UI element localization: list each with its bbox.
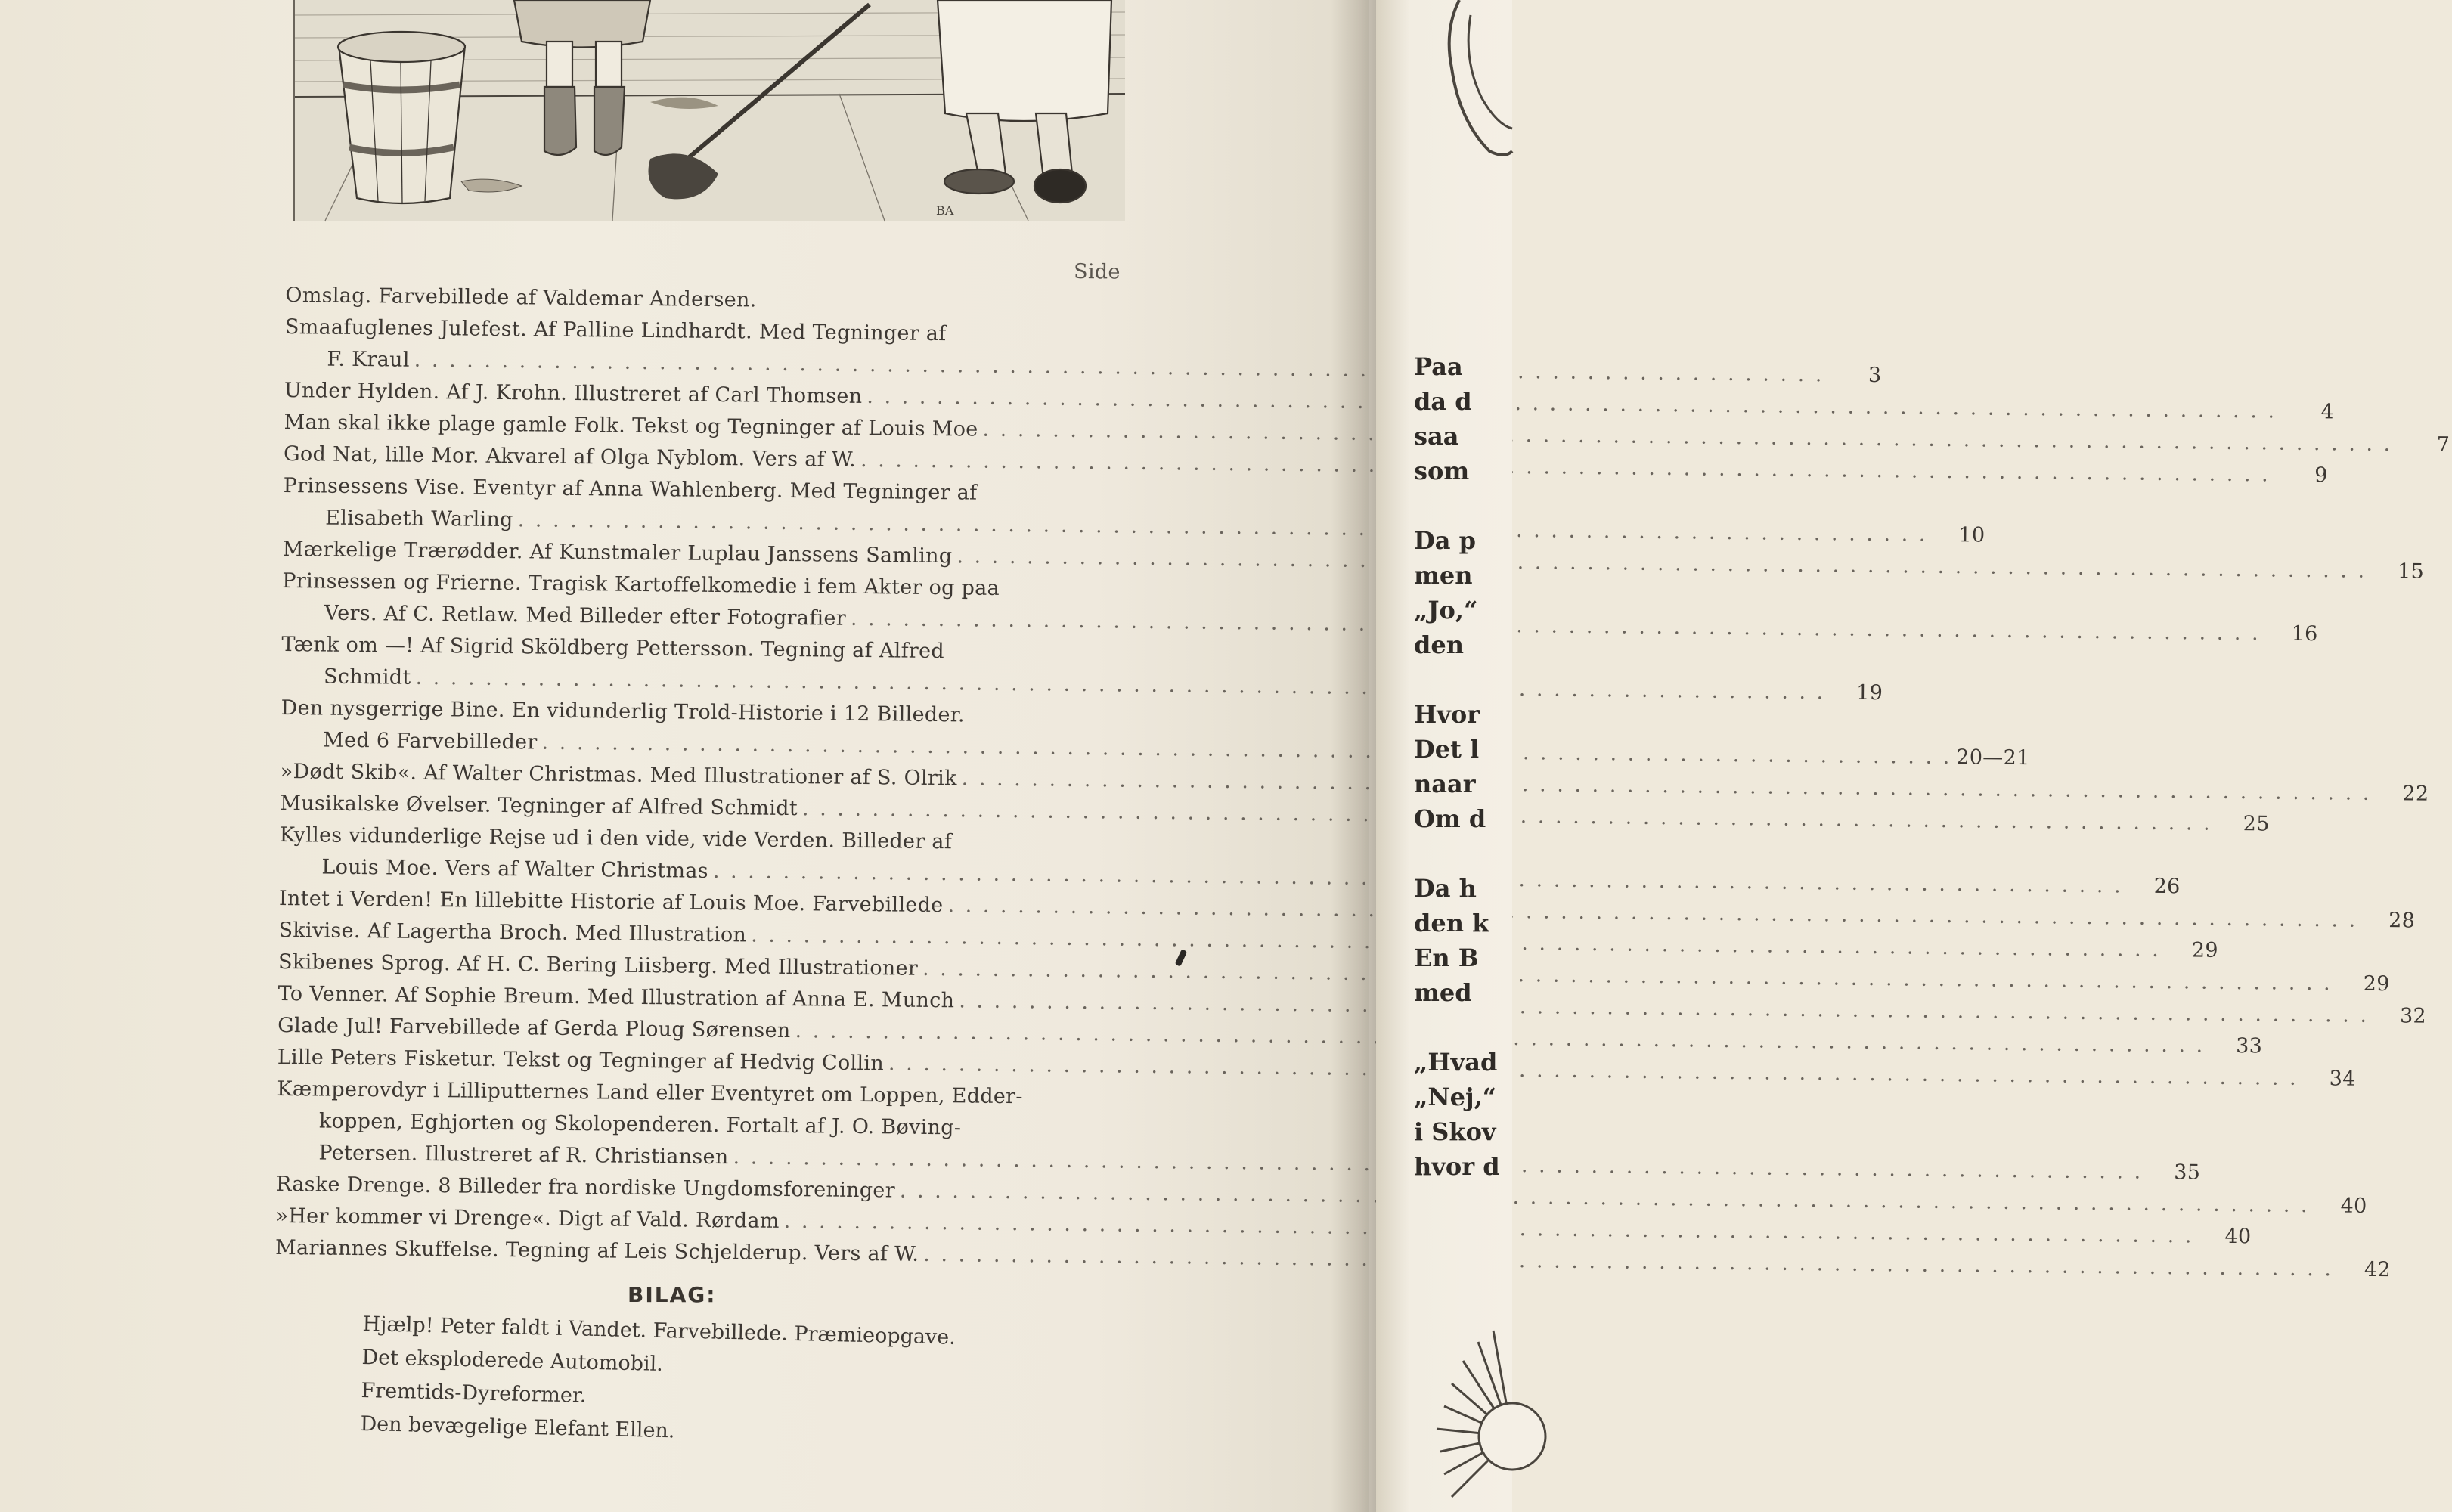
toc-page-number: 32 bbox=[2399, 1004, 2427, 1028]
toc-page-number: 28 bbox=[2388, 909, 2416, 933]
bilag-item: Den bevægelige Elefant Ellen. bbox=[360, 1411, 675, 1443]
toc-entry-text: Lille Peters Fisketur. Tekst og Tegninger af Hedvig Collin bbox=[277, 1045, 885, 1076]
toc-entry-text: Mærkelige Trærødder. Af Kunstmaler Luplau Janssens Samling bbox=[282, 537, 953, 569]
toc-entry-text: God Nat, lille Mor. Akvarel af Olga Nyblom. Vers af W. bbox=[283, 442, 857, 472]
right-page-paragraph bbox=[1414, 697, 1500, 836]
right-page-line: i Skov bbox=[1414, 1117, 1496, 1146]
toc-entry-text: Man skal ikke plage gamle Folk. Tekst og Tegninger af Louis Moe bbox=[284, 410, 978, 442]
right-page-line: Da h bbox=[1414, 874, 1477, 903]
right-page-line: som bbox=[1414, 457, 1470, 485]
toc-page-number: 26 bbox=[2153, 874, 2181, 899]
toc-entry-text: Skivise. Af Lagertha Broch. Med Illustration bbox=[278, 918, 747, 947]
toc-entry-text: To Venner. Af Sophie Breum. Med Illustration af Anna E. Munch bbox=[277, 981, 955, 1013]
toc-entry-text: »Her kommer vi Drenge«. Digt af Vald. Rørdam bbox=[275, 1204, 780, 1233]
right-page-paragraph bbox=[1414, 523, 1500, 662]
toc-entry-text: Raske Drenge. 8 Billeder fra nordiske Ungdomsforeninger bbox=[275, 1172, 896, 1203]
toc-page-number: 40 bbox=[2224, 1224, 2252, 1249]
toc-page-number: 9 bbox=[2314, 463, 2328, 488]
toc-page-number: 29 bbox=[2191, 938, 2219, 962]
right-page-line: Paa bbox=[1414, 352, 1463, 381]
toc-entry-text: Prinsessen og Frierne. Tragisk Kartoffelkomedie i fem Akter og paa bbox=[282, 569, 1000, 600]
toc-entry-text: Louis Moe. Vers af Walter Christmas bbox=[321, 855, 709, 883]
toc-entry-text: Tænk om —! Af Sigrid Sköldberg Pettersson. Tegning af Alfred bbox=[281, 632, 945, 664]
toc-entry-text: Elisabeth Warling bbox=[325, 506, 513, 532]
toc-page-number: 15 bbox=[2397, 559, 2425, 584]
toc-page-number: 33 bbox=[2236, 1034, 2263, 1058]
toc-entry-text: Skibenes Sprog. Af H. C. Bering Liisberg. Med Illustrationer bbox=[277, 950, 919, 981]
right-page-line: med bbox=[1414, 978, 1472, 1007]
toc-entry-text: Petersen. Illustreret af R. Christiansen bbox=[318, 1141, 729, 1170]
right-page-line: da d bbox=[1414, 387, 1472, 416]
svg-text:BA: BA bbox=[936, 203, 954, 218]
toc-entry-text: Smaafuglenes Julefest. Af Palline Lindhardt. Med Tegninger af bbox=[284, 314, 947, 346]
right-page-line: „Jo,“ bbox=[1414, 596, 1478, 624]
right-page-line: men bbox=[1414, 561, 1473, 590]
toc-entry-text: Schmidt bbox=[323, 665, 411, 689]
toc-entry-text: Omslag. Farvebillede af Valdemar Andersen. bbox=[285, 283, 757, 312]
toc-page-number: 40 bbox=[2340, 1194, 2367, 1218]
toc-entry-text: Med 6 Farvebilleder bbox=[323, 728, 538, 754]
right-page-line: naar bbox=[1414, 770, 1476, 798]
toc-page-number: 22 bbox=[2402, 782, 2429, 806]
toc-entry-text: Intet i Verden! En lillebitte Historie af Louis Moe. Farvebillede bbox=[278, 886, 944, 918]
toc-entry-text: koppen, Eghjorten og Skolopenderen. Fortalt af J. O. Bøving- bbox=[318, 1109, 962, 1140]
toc-page-number: 25 bbox=[2243, 812, 2270, 836]
bilag-item: Fremtids-Dyreformer. bbox=[361, 1378, 587, 1408]
right-page-line: saa bbox=[1414, 422, 1459, 451]
toc-page-number: 7 bbox=[2436, 432, 2450, 457]
right-page-paragraph bbox=[1414, 1045, 1500, 1184]
toc-page-number: 42 bbox=[2364, 1257, 2392, 1282]
toc-page-number: 35 bbox=[2174, 1160, 2201, 1185]
right-page-line: den k bbox=[1414, 909, 1489, 937]
right-page-line: den bbox=[1414, 631, 1464, 659]
right-page-line: „Nej,“ bbox=[1414, 1083, 1497, 1111]
toc-entry-text: Den nysgerrige Bine. En vidunderlig Trold-Historie i 12 Billeder. bbox=[281, 696, 965, 727]
right-page-line: „Hvad bbox=[1414, 1048, 1498, 1077]
right-page-line: Om d bbox=[1414, 804, 1486, 833]
toc-entry-text: Kæmperovdyr i Lilliputternes Land eller Eventyret om Loppen, Edder- bbox=[277, 1077, 1023, 1109]
right-page-line: Da p bbox=[1414, 526, 1476, 555]
toc-entry-text: Vers. Af C. Retlaw. Med Billeder efter Fotografier bbox=[324, 601, 847, 631]
toc-entry-text: Mariannes Skuffelse. Tegning af Leis Schjelderup. Vers af W. bbox=[274, 1235, 919, 1266]
toc-entry-text: Glade Jul! Farvebillede af Gerda Ploug Sørensen bbox=[277, 1013, 791, 1043]
bilag-heading: BILAG: bbox=[628, 1282, 717, 1307]
right-page-line: Hvor bbox=[1414, 700, 1480, 729]
right-page-line: hvor d bbox=[1414, 1152, 1500, 1181]
toc-page-number: 19 bbox=[1856, 680, 1883, 705]
toc-page-number: 29 bbox=[2363, 971, 2390, 996]
toc-page-number: 34 bbox=[2329, 1067, 2356, 1091]
right-page-line: Det l bbox=[1414, 735, 1480, 764]
toc-page-number: 3 bbox=[1868, 363, 1882, 388]
illustration-children-cleaning bbox=[293, 0, 1124, 221]
toc-entry-text: Kylles vidunderlige Rejse ud i den vide, vide Verden. Billeder af bbox=[279, 823, 953, 854]
toc-entry-text: Musikalske Øvelser. Tegninger af Alfred Schmidt bbox=[280, 791, 798, 821]
toc-page-number: 16 bbox=[2291, 621, 2318, 646]
bilag-item: Det eksploderede Automobil. bbox=[361, 1345, 664, 1377]
toc-page-number: 10 bbox=[1958, 523, 1985, 547]
bilag-list bbox=[360, 1308, 956, 1455]
toc-entry-text: F. Kraul bbox=[327, 347, 410, 372]
toc-entry-text: »Dødt Skib«. Af Walter Christmas. Med Illustrationer af S. Olrik bbox=[280, 759, 957, 791]
side-column-header: Side bbox=[1073, 259, 1121, 284]
toc-entry-text: Under Hylden. Af J. Krohn. Illustreret af Carl Thomsen bbox=[284, 378, 863, 408]
right-page-paragraph bbox=[1414, 871, 1500, 1010]
right-page-line: En B bbox=[1414, 943, 1479, 972]
right-page-paragraph bbox=[1414, 349, 1500, 488]
toc-page-number: 20—21 bbox=[1956, 745, 2030, 770]
bilag-item: Hjælp! Peter faldt i Vandet. Farvebillede. Præmieopgave. bbox=[362, 1312, 956, 1349]
toc-page-number: 4 bbox=[2320, 400, 2335, 424]
toc-entry-text: Prinsessens Vise. Eventyr af Anna Wahlenberg. Med Tegninger af bbox=[283, 473, 978, 505]
right-page-text bbox=[1414, 349, 1500, 1219]
right-page bbox=[1376, 0, 1512, 1512]
